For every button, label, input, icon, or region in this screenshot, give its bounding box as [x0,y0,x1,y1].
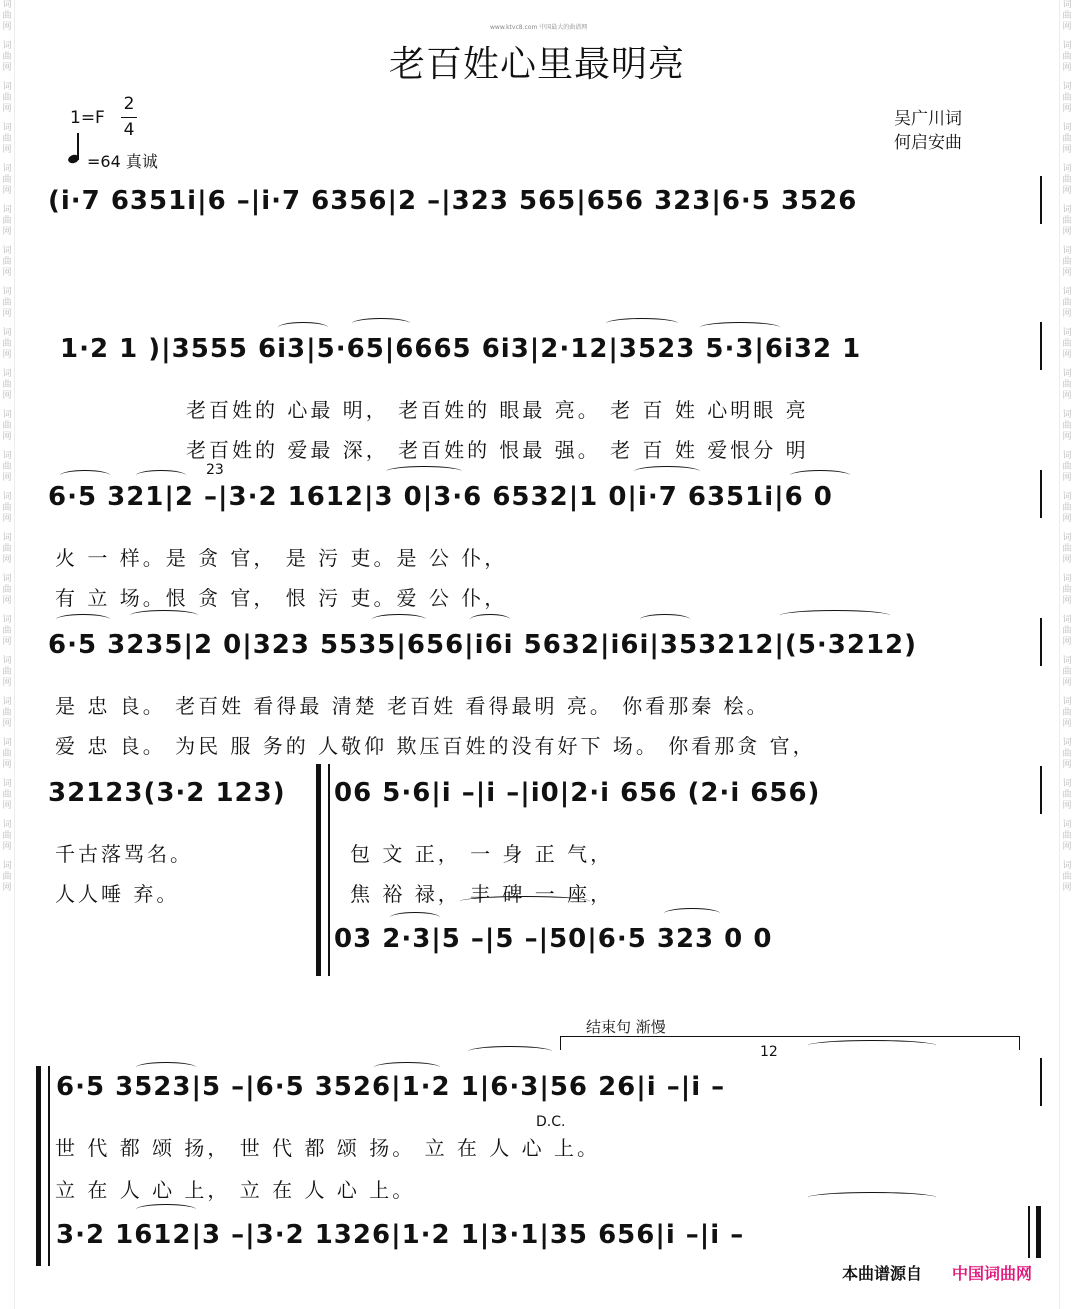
notation-row-6-lower: 3·2 1612|3 –|3·2 1326|1·2 1|3·1|35 656|i –|i – [56,1220,745,1250]
slur [386,466,462,477]
notation-row-5-lower: 03 2·3|5 –|5 –|50|6·5 323 0 0 [334,924,773,954]
slur [468,1046,552,1057]
barline [1040,618,1042,666]
barline [1040,1058,1042,1106]
lyrics-row-4-verse-1: 是 忠 良。 老百姓 看得最 清楚 老百姓 看得最明 亮。 你看那秦 桧。 [55,694,770,718]
time-signature-line [121,117,137,118]
da-capo-mark: D.C. [536,1114,566,1130]
notation-row-5-left: 32123(3·2 123) [48,778,286,808]
watermark-mark: 词 曲 网 [2,328,12,360]
watermark-mark: 词 曲 网 [1062,779,1072,811]
slur [460,896,590,907]
slur [664,908,720,919]
slur [136,1204,196,1215]
slur [56,614,110,625]
barline [328,764,330,976]
slur [634,466,700,477]
watermark-mark: 词 曲 网 [2,369,12,401]
lyrics-row-5-verse-1-right: 包 文 正， 一 身 正 气， [350,842,614,866]
slur [700,322,780,333]
barline [48,1066,50,1266]
watermark-mark: 词 曲 网 [1062,41,1072,73]
watermark-mark: 词 曲 网 [2,287,12,319]
notation-row-1: (i·7 6351i|6 –|i·7 6356|2 –|323 565|656 323|6·5 3526 [48,186,858,216]
slur [136,470,186,481]
watermark-mark: 词 曲 网 [2,205,12,237]
time-signature-top: 2 [123,94,135,114]
part-bracket [36,1066,46,1266]
grace-note: 23 [206,462,224,478]
tempo-marking: =64 真诚 [87,152,158,171]
watermark-mark: 词 曲 网 [2,492,12,524]
watermark-mark: 词 曲 网 [1062,328,1072,360]
lyrics-row-4-verse-2: 爱 忠 良。 为民 服 务的 人敬仰 欺压百姓的没有好下 场。 你看那贪 官， [55,734,816,758]
slur [808,1040,936,1051]
notation-row-2: 1·2 1 )|3555 6i3|5·65|6665 6i3|2·12|3523 5·3|6i32 1 [60,334,862,364]
grace-note: 12 [760,1044,778,1060]
slur [780,610,890,621]
watermark-mark: 词 曲 网 [2,574,12,606]
lyrics-row-6-verse-2: 立 在 人 心 上， 立 在 人 心 上。 [55,1178,416,1202]
watermark-mark: 词 曲 网 [1062,451,1072,483]
watermark-mark: 词 曲 网 [1062,574,1072,606]
watermark-mark: 词 曲 网 [2,779,12,811]
ending-label: 结束句 渐慢 [586,1018,666,1036]
source-label: 本曲谱源自 [842,1264,923,1283]
watermark-mark: 词 曲 网 [2,0,12,32]
key-signature: 1=F [70,108,105,128]
slur [278,322,328,333]
slur [372,614,426,625]
slur [130,610,198,621]
quarter-note-icon [67,153,80,164]
watermark-mark: 词 曲 网 [1062,492,1072,524]
notation-row-5-upper: 06 5·6|i –|i –|i0|2·i 656 (2·i 656) [334,778,821,808]
ending-bracket [560,1036,1020,1037]
ending-bracket-right [1019,1036,1020,1050]
watermark-mark: 词 曲 网 [1062,246,1072,278]
final-barline-thin [1028,1206,1030,1258]
lyrics-row-5-verse-1-left: 千古落骂名。 [55,842,193,866]
watermark-mark: 词 曲 网 [1062,410,1072,442]
slur [640,614,690,625]
slur [60,470,110,481]
watermark-mark: 词 曲 网 [1062,82,1072,114]
final-barline-thick [1036,1206,1041,1258]
watermark-mark: 词 曲 网 [1062,533,1072,565]
watermark-mark: 词 曲 网 [1062,164,1072,196]
watermark-mark: 词 曲 网 [1062,0,1072,32]
watermark-mark: 词 曲 网 [2,861,12,893]
watermark-mark: 词 曲 网 [2,533,12,565]
watermark-mark: 词 曲 网 [1062,738,1072,770]
watermark-mark: 词 曲 网 [2,246,12,278]
watermark-mark: 词 曲 网 [1062,820,1072,852]
watermark-mark: 词 曲 网 [1062,287,1072,319]
watermark-mark: 词 曲 网 [2,738,12,770]
lyrics-row-2-verse-2: 老百姓的 爱最 深， 老百姓的 恨最 强。 老 百 姓 爱恨分 明 [186,438,809,462]
lyrics-row-3-verse-1: 火 一 样。是 贪 官， 是 污 吏。是 公 仆， [55,546,508,570]
watermark-mark: 词 曲 网 [2,41,12,73]
lyricist-credit: 吴广川词 [894,109,962,129]
slur [790,470,850,481]
watermark-mark: 词 曲 网 [2,615,12,647]
right-watermark-strip [1059,0,1074,1309]
lyrics-row-5-verse-2-right: 焦 裕 禄， 丰 碑 一 座， [350,882,614,906]
watermark-mark: 词 曲 网 [1062,861,1072,893]
lyrics-row-2-verse-1: 老百姓的 心最 明， 老百姓的 眼最 亮。 老 百 姓 心明眼 亮 [186,398,809,422]
slur [808,1192,936,1203]
lyrics-row-3-verse-2: 有 立 场。恨 贪 官， 恨 污 吏。爱 公 仆， [55,586,508,610]
part-bracket [316,764,326,976]
barline [1040,766,1042,814]
watermark-mark: 词 曲 网 [1062,656,1072,688]
notation-row-4: 6·5 3235|2 0|323 5535|656|i6i 5632|i6i|353212|(5·3212) [48,630,918,660]
watermark-mark: 词 曲 网 [2,164,12,196]
lyrics-row-5-verse-2-left: 人人唾 弃。 [55,882,180,906]
slur [352,318,410,329]
watermark-mark: 词 曲 网 [2,820,12,852]
watermark-mark: 词 曲 网 [2,697,12,729]
lyrics-row-6-verse-1: 世 代 都 颂 扬， 世 代 都 颂 扬。 立 在 人 心 上。 [55,1136,601,1160]
ending-bracket-left [560,1036,561,1050]
slur [470,614,510,625]
watermark-mark: 词 曲 网 [1062,697,1072,729]
watermark-mark: 词 曲 网 [2,123,12,155]
site-note: www.ktvc8.com 中国最大的曲谱网 [490,24,588,31]
watermark-mark: 词 曲 网 [1062,615,1072,647]
time-signature-bottom: 4 [123,120,135,140]
slur [390,912,440,923]
page-title: 老百姓心里最明亮 [388,44,685,85]
slur [606,318,678,329]
notation-row-6-upper: 6·5 3523|5 –|6·5 3526|1·2 1|6·3|56 26|i –|i – [56,1072,726,1102]
barline [1040,470,1042,518]
composer-credit: 何启安曲 [894,133,962,153]
watermark-mark: 词 曲 网 [1062,205,1072,237]
source-site-link[interactable]: 中国词曲网 [952,1264,1033,1283]
notation-row-3: 6·5 321|2 –|3·2 1612|3 0|3·6 6532|1 0|i·7 6351i|6 0 [48,482,833,512]
barline [1040,322,1042,370]
watermark-mark: 词 曲 网 [2,656,12,688]
barline [1040,176,1042,224]
watermark-mark: 词 曲 网 [1062,369,1072,401]
watermark-mark: 词 曲 网 [1062,123,1072,155]
watermark-mark: 词 曲 网 [2,410,12,442]
watermark-mark: 词 曲 网 [2,82,12,114]
left-watermark-strip [0,0,15,1309]
watermark-mark: 词 曲 网 [2,451,12,483]
